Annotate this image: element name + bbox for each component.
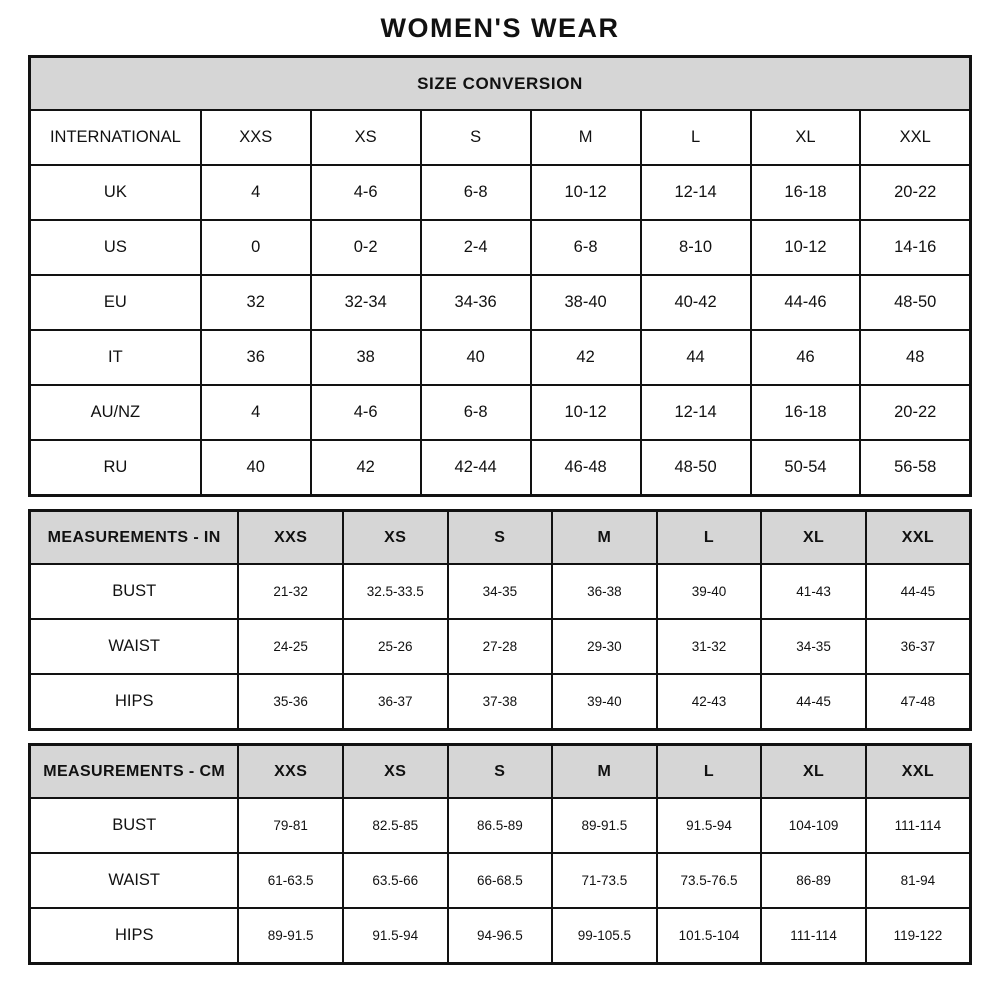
- row-label: HIPS: [30, 908, 239, 964]
- column-header: XXL: [860, 110, 970, 165]
- table-cell: 27-28: [448, 619, 553, 674]
- table-cell: 40: [421, 330, 531, 385]
- table-cell: 46-48: [531, 440, 641, 496]
- column-header: S: [448, 511, 553, 565]
- table-cell: 12-14: [641, 385, 751, 440]
- column-header: XS: [343, 745, 448, 799]
- table-cell: 34-35: [761, 619, 866, 674]
- table-row: [30, 853, 971, 908]
- table-cell: 20-22: [860, 165, 970, 220]
- table-header-row: [30, 745, 971, 799]
- column-header: XL: [761, 745, 866, 799]
- table-cell: 63.5-66: [343, 853, 448, 908]
- column-header: XXS: [238, 745, 343, 799]
- table-header-row: [30, 110, 971, 165]
- column-header: XXL: [866, 511, 971, 565]
- table-row: [30, 674, 971, 730]
- row-label: US: [30, 220, 201, 275]
- table-cell: 46: [751, 330, 861, 385]
- table-cell: 4: [201, 385, 311, 440]
- table-cell: 73.5-76.5: [657, 853, 762, 908]
- table-cell: 91.5-94: [657, 798, 762, 853]
- table-cell: 0-2: [311, 220, 421, 275]
- measurements-in-table-body: [30, 511, 971, 730]
- table-cell: 32: [201, 275, 311, 330]
- size-conversion-table-body: [30, 57, 971, 496]
- measurements-in-table: [28, 509, 972, 731]
- table-cell: 6-8: [531, 220, 641, 275]
- table-cell: 42-43: [657, 674, 762, 730]
- table-cell: 79-81: [238, 798, 343, 853]
- row-label: HIPS: [30, 674, 239, 730]
- table-cell: 29-30: [552, 619, 657, 674]
- table-cell: 39-40: [552, 674, 657, 730]
- table-cell: 99-105.5: [552, 908, 657, 964]
- table-title: SIZE CONVERSION: [30, 57, 971, 111]
- table-cell: 89-91.5: [238, 908, 343, 964]
- table-cell: 10-12: [531, 165, 641, 220]
- table-cell: 39-40: [657, 564, 762, 619]
- table-cell: 44-46: [751, 275, 861, 330]
- size-conversion-table: [28, 55, 972, 497]
- table-cell: 34-35: [448, 564, 553, 619]
- column-header: MEASUREMENTS - CM: [30, 745, 239, 799]
- column-header: XS: [343, 511, 448, 565]
- table-cell: 40: [201, 440, 311, 496]
- table-cell: 44-45: [761, 674, 866, 730]
- column-header: XXS: [238, 511, 343, 565]
- table-cell: 50-54: [751, 440, 861, 496]
- table-cell: 48-50: [641, 440, 751, 496]
- row-label: UK: [30, 165, 201, 220]
- column-header: XXL: [866, 745, 971, 799]
- table-cell: 47-48: [866, 674, 971, 730]
- table-cell: 25-26: [343, 619, 448, 674]
- row-label: BUST: [30, 798, 239, 853]
- table-cell: 111-114: [761, 908, 866, 964]
- column-header: M: [531, 110, 641, 165]
- table-row: [30, 798, 971, 853]
- row-label: IT: [30, 330, 201, 385]
- column-header: S: [448, 745, 553, 799]
- table-cell: 48-50: [860, 275, 970, 330]
- row-label: EU: [30, 275, 201, 330]
- column-header: L: [641, 110, 751, 165]
- table-cell: 38: [311, 330, 421, 385]
- table-cell: 32.5-33.5: [343, 564, 448, 619]
- table-cell: 14-16: [860, 220, 970, 275]
- table-cell: 32-34: [311, 275, 421, 330]
- table-cell: 4: [201, 165, 311, 220]
- table-row: [30, 619, 971, 674]
- table-cell: 48: [860, 330, 970, 385]
- table-cell: 41-43: [761, 564, 866, 619]
- table-cell: 82.5-85: [343, 798, 448, 853]
- table-row: [30, 330, 971, 385]
- table-cell: 40-42: [641, 275, 751, 330]
- table-title-row: [30, 57, 971, 111]
- table-header-row: [30, 511, 971, 565]
- row-label: WAIST: [30, 619, 239, 674]
- table-row: [30, 440, 971, 496]
- column-header: MEASUREMENTS - IN: [30, 511, 239, 565]
- table-cell: 56-58: [860, 440, 970, 496]
- table-cell: 12-14: [641, 165, 751, 220]
- table-cell: 8-10: [641, 220, 751, 275]
- measurements-cm-table-body: [30, 745, 971, 964]
- table-cell: 101.5-104: [657, 908, 762, 964]
- table-cell: 44-45: [866, 564, 971, 619]
- row-label: WAIST: [30, 853, 239, 908]
- page-title: WOMEN'S WEAR: [380, 13, 620, 43]
- table-cell: 4-6: [311, 385, 421, 440]
- table-cell: 89-91.5: [552, 798, 657, 853]
- table-cell: 20-22: [860, 385, 970, 440]
- table-cell: 16-18: [751, 385, 861, 440]
- table-cell: 6-8: [421, 165, 531, 220]
- table-cell: 31-32: [657, 619, 762, 674]
- table-cell: 104-109: [761, 798, 866, 853]
- table-row: [30, 385, 971, 440]
- table-cell: 42-44: [421, 440, 531, 496]
- table-cell: 36-37: [866, 619, 971, 674]
- table-cell: 44: [641, 330, 751, 385]
- table-cell: 34-36: [421, 275, 531, 330]
- table-cell: 94-96.5: [448, 908, 553, 964]
- table-cell: 66-68.5: [448, 853, 553, 908]
- column-header: XL: [751, 110, 861, 165]
- table-row: [30, 165, 971, 220]
- row-label: RU: [30, 440, 201, 496]
- table-row: [30, 564, 971, 619]
- column-header: XXS: [201, 110, 311, 165]
- column-header: XL: [761, 511, 866, 565]
- table-cell: 36-38: [552, 564, 657, 619]
- table-cell: 4-6: [311, 165, 421, 220]
- table-cell: 111-114: [866, 798, 971, 853]
- table-cell: 37-38: [448, 674, 553, 730]
- table-cell: 36-37: [343, 674, 448, 730]
- table-cell: 2-4: [421, 220, 531, 275]
- table-cell: 86-89: [761, 853, 866, 908]
- table-cell: 42: [531, 330, 641, 385]
- table-cell: 35-36: [238, 674, 343, 730]
- column-header: XS: [311, 110, 421, 165]
- column-header: L: [657, 745, 762, 799]
- column-header: S: [421, 110, 531, 165]
- table-cell: 16-18: [751, 165, 861, 220]
- table-cell: 81-94: [866, 853, 971, 908]
- table-cell: 119-122: [866, 908, 971, 964]
- table-cell: 38-40: [531, 275, 641, 330]
- table-row: [30, 908, 971, 964]
- table-row: [30, 220, 971, 275]
- table-cell: 6-8: [421, 385, 531, 440]
- row-label: BUST: [30, 564, 239, 619]
- table-cell: 0: [201, 220, 311, 275]
- column-header: M: [552, 745, 657, 799]
- table-cell: 36: [201, 330, 311, 385]
- table-cell: 10-12: [751, 220, 861, 275]
- table-cell: 71-73.5: [552, 853, 657, 908]
- column-header: M: [552, 511, 657, 565]
- column-header: INTERNATIONAL: [30, 110, 201, 165]
- table-cell: 24-25: [238, 619, 343, 674]
- table-cell: 86.5-89: [448, 798, 553, 853]
- row-label: AU/NZ: [30, 385, 201, 440]
- table-cell: 61-63.5: [238, 853, 343, 908]
- table-cell: 42: [311, 440, 421, 496]
- measurements-cm-table: [28, 743, 972, 965]
- table-cell: 21-32: [238, 564, 343, 619]
- table-cell: 10-12: [531, 385, 641, 440]
- table-row: [30, 275, 971, 330]
- table-cell: 91.5-94: [343, 908, 448, 964]
- column-header: L: [657, 511, 762, 565]
